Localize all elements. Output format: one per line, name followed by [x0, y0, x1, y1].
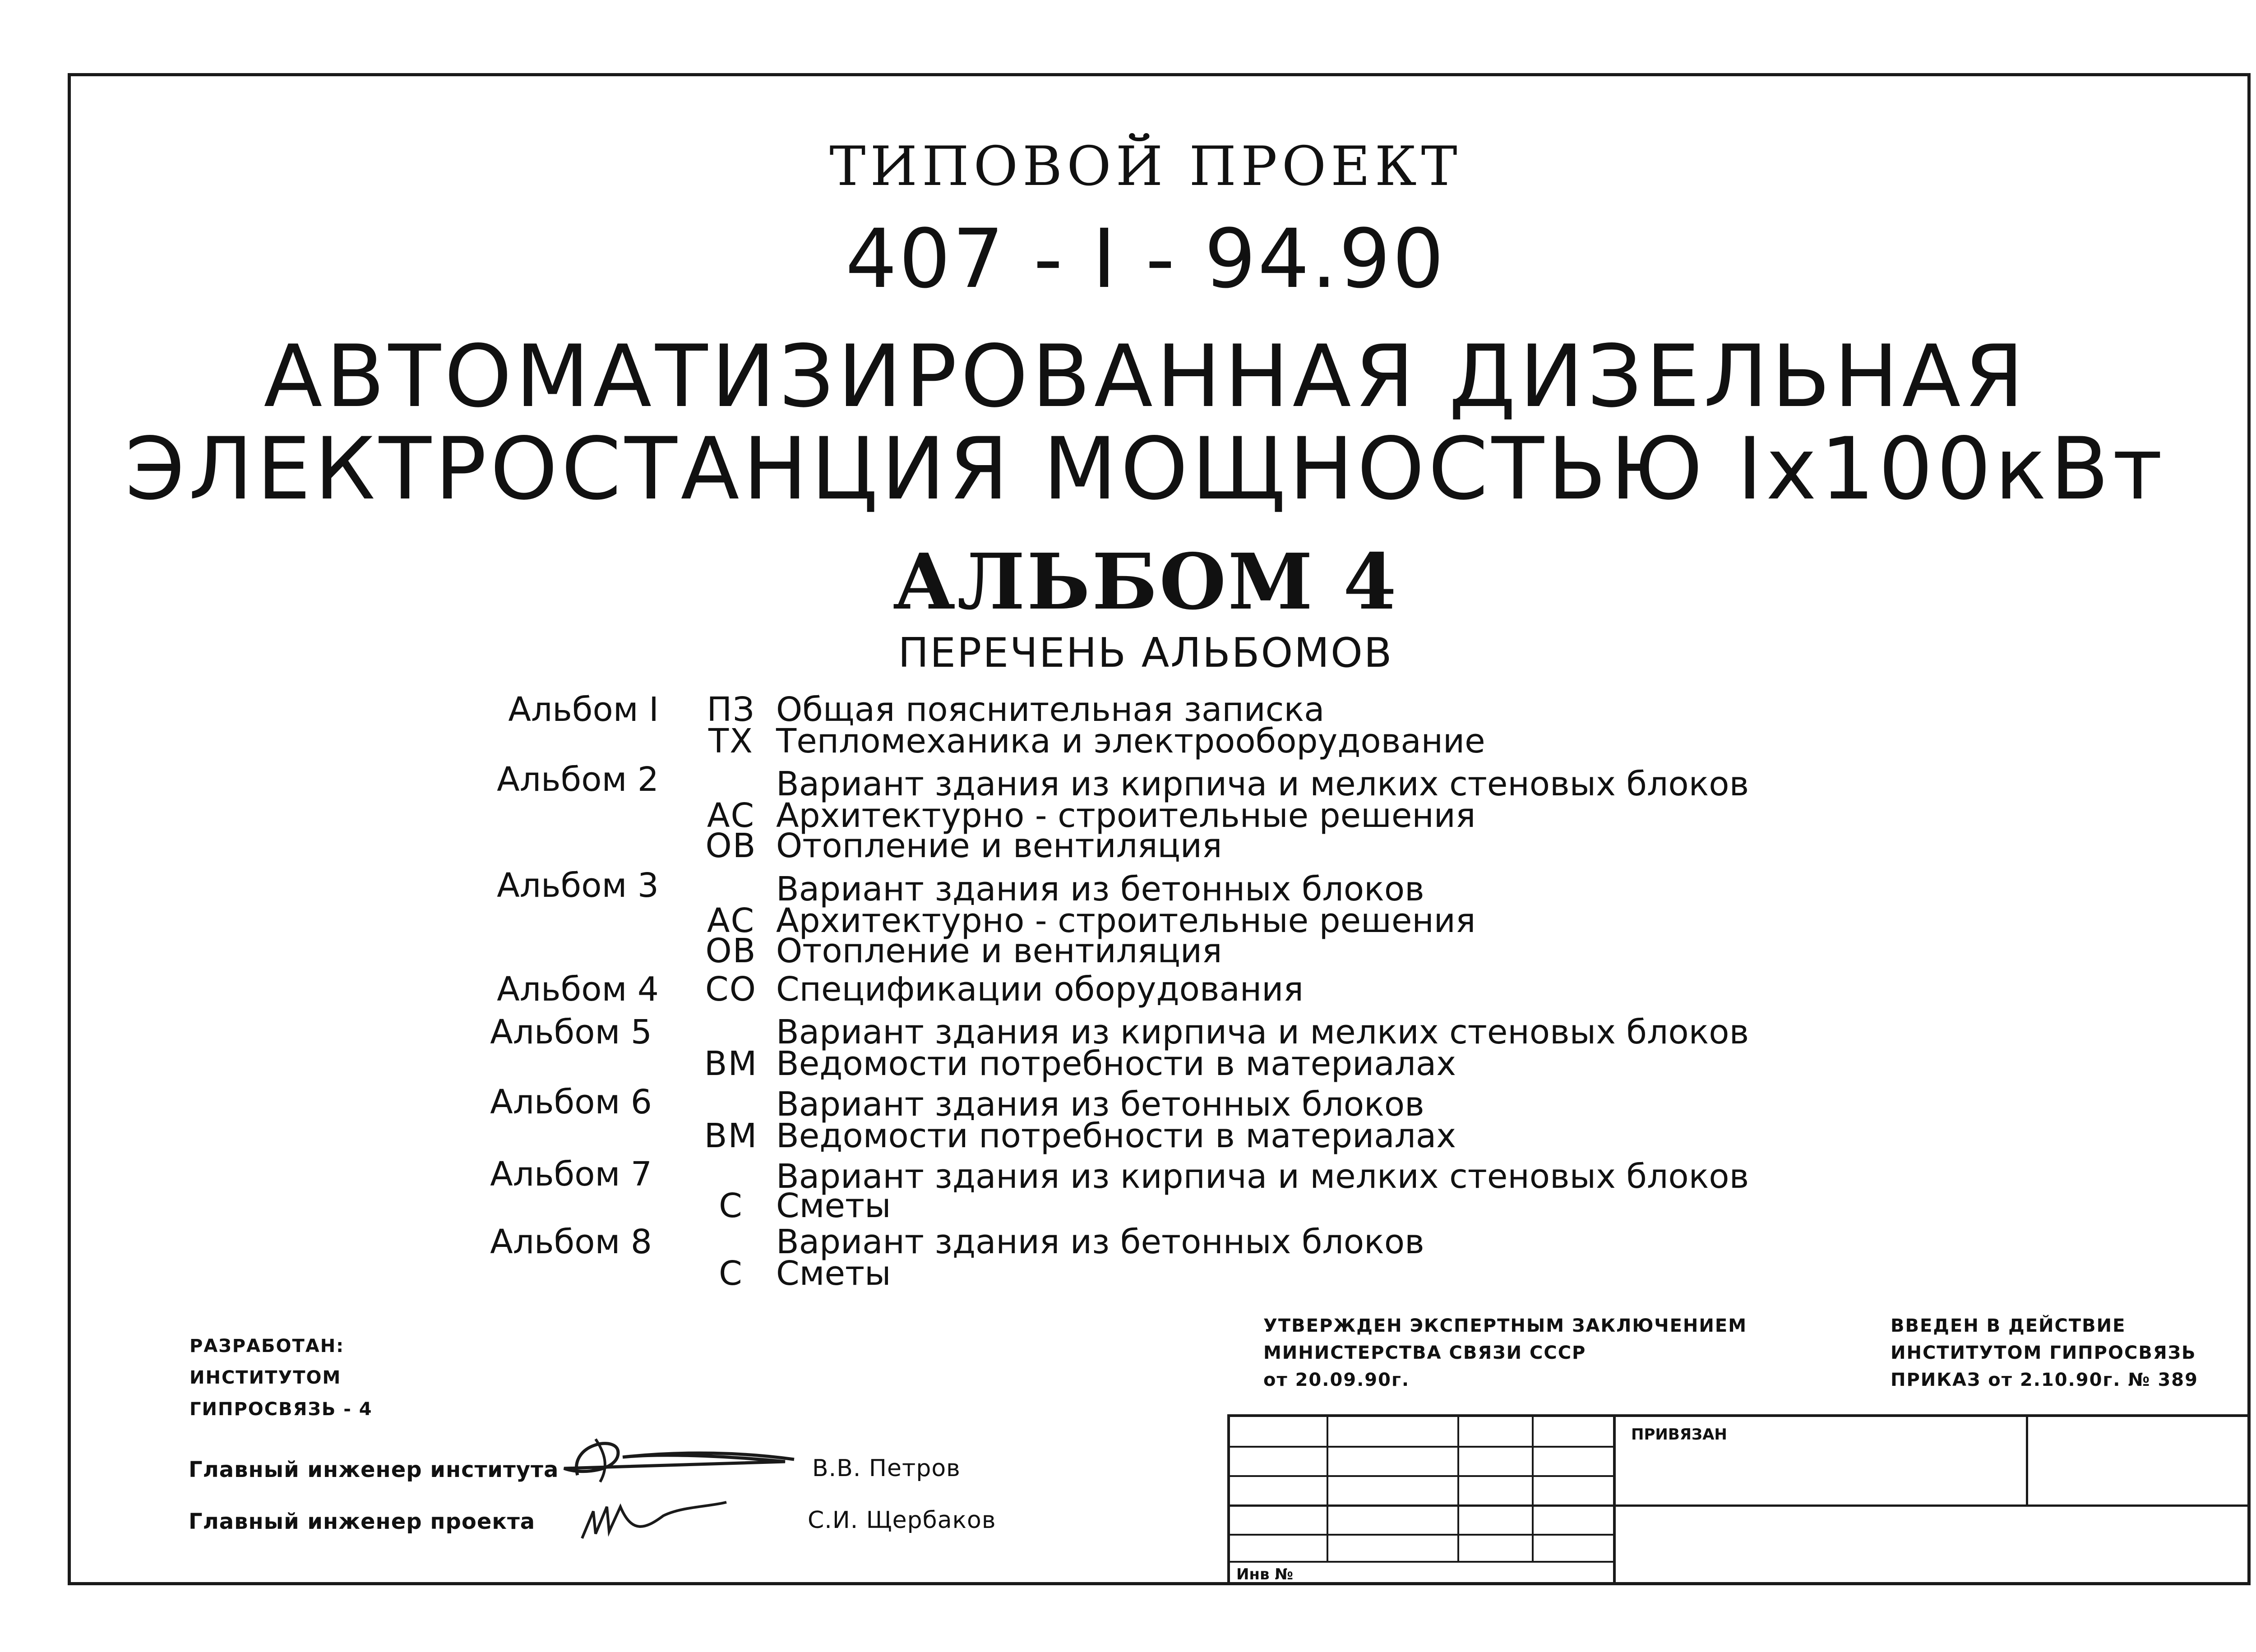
album-6-label: Альбом 6 [490, 1083, 652, 1121]
grid-line [1613, 1414, 1616, 1585]
developer-line-3: ГИПРОСВЯЗЬ - 4 [190, 1399, 373, 1420]
album-3-desc-1: Архитектурно - строительные решения [776, 901, 1476, 940]
grid-line [1227, 1534, 1615, 1536]
grid-line [1227, 1446, 1615, 1448]
album-1-label: Альбом I [508, 690, 659, 729]
chief-institute-label: Главный инженер института [189, 1457, 559, 1482]
album-7-desc-1: Сметы [776, 1186, 891, 1225]
chief-project-label: Главный инженер проекта [189, 1509, 536, 1534]
album-title: АЛЬБОМ 4 [892, 537, 1399, 627]
approval-line-3: от 20.09.90г. [1263, 1370, 1410, 1390]
album-2-desc-2: Отопление и вентиляция [776, 826, 1222, 865]
album-1-code-2: ТХ [708, 722, 754, 761]
approval-line-2: МИНИСТЕРСТВА СВЯЗИ СССР [1263, 1343, 1586, 1363]
album-8-desc-1: Сметы [776, 1254, 891, 1293]
album-5-variant: Вариант здания из кирпича и мелких стеновых блоков [776, 1013, 1749, 1052]
grid-line [1227, 1504, 2251, 1507]
album-1-desc-2: Тепломеханика и электрооборудование [776, 722, 1485, 761]
album-6-code-1: ВМ [704, 1117, 758, 1155]
album-list [0, 681, 2256, 1313]
introduced-line-3: ПРИКАЗ от 2.10.90г. № 389 [1891, 1370, 2198, 1390]
grid-line [1327, 1414, 1328, 1561]
stamp-inv-label: Инв № [1236, 1565, 1294, 1583]
album-1-desc-1: Общая пояснительная записка [776, 690, 1325, 729]
grid-line [1532, 1414, 1534, 1561]
album-6-variant: Вариант здания из бетонных блоков [776, 1085, 1424, 1124]
grid-line [1227, 1414, 2251, 1417]
album-8-code-1: С [719, 1254, 743, 1293]
stamp-grid [1227, 1414, 2251, 1585]
album-3-code-1: АС [707, 901, 755, 940]
album-2-label: Альбом 2 [497, 760, 659, 799]
grid-line [1457, 1414, 1459, 1561]
album-2-desc-1: Архитектурно - строительные решения [776, 796, 1476, 835]
developer-line-1: РАЗРАБОТАН: [190, 1336, 345, 1357]
album-4-code-1: СО [705, 970, 757, 1009]
chief-project-name: С.И. Щербаков [808, 1507, 996, 1534]
chief-institute-name: В.В. Петров [812, 1455, 961, 1482]
type-label: ТИПОВОЙ ПРОЕКТ [829, 135, 1462, 198]
grid-line [2026, 1414, 2028, 1504]
album-1-code-1: ПЗ [707, 690, 755, 729]
developer-line-2: ИНСТИТУТОМ [190, 1367, 342, 1388]
album-7-variant: Вариант здания из кирпича и мелких стеновых блоков [776, 1157, 1749, 1196]
album-5-code-1: ВМ [704, 1044, 758, 1083]
album-7-code-1: С [719, 1186, 743, 1225]
introduced-line-1: ВВЕДЕН В ДЕЙСТВИЕ [1891, 1315, 2126, 1336]
list-heading: ПЕРЕЧЕНЬ АЛЬБОМОВ [898, 629, 1393, 677]
album-5-desc-1: Ведомости потребности в материалах [776, 1044, 1456, 1083]
album-3-label: Альбом 3 [497, 866, 659, 905]
album-2-variant: Вариант здания из кирпича и мелких стеновых блоков [776, 765, 1749, 803]
album-6-desc-1: Ведомости потребности в материалах [776, 1117, 1456, 1155]
grid-line [1227, 1475, 1615, 1477]
album-3-code-2: ОВ [705, 932, 757, 970]
grid-line [1227, 1414, 1230, 1585]
album-4-desc-1: Спецификации оборудования [776, 970, 1304, 1009]
album-4-label: Альбом 4 [497, 970, 659, 1009]
album-5-label: Альбом 5 [490, 1013, 652, 1052]
introduced-line-2: ИНСТИТУТОМ ГИПРОСВЯЗЬ [1891, 1343, 2196, 1363]
stamp-bound-label: ПРИВЯЗАН [1631, 1426, 1727, 1444]
grid-line [1227, 1561, 1615, 1563]
album-2-code-2: ОВ [705, 826, 757, 865]
approval-line-1: УТВЕРЖДЕН ЭКСПЕРТНЫМ ЗАКЛЮЧЕНИЕМ [1263, 1315, 1747, 1336]
title-line-2: ЭЛЕКТРОСТАНЦИЯ МОЩНОСТЬЮ Iх100кВт [125, 419, 2166, 519]
album-7-label: Альбом 7 [490, 1155, 652, 1194]
title-line-1: АВТОМАТИЗИРОВАННАЯ ДИЗЕЛЬНАЯ [264, 327, 2028, 426]
album-8-label: Альбом 8 [490, 1223, 652, 1261]
project-code: 407 - I - 94.90 [845, 212, 1446, 306]
album-8-variant: Вариант здания из бетонных блоков [776, 1223, 1424, 1261]
album-3-variant: Вариант здания из бетонных блоков [776, 870, 1424, 909]
signature-shcherbakov [573, 1489, 735, 1552]
signature-petrov [550, 1426, 803, 1489]
album-2-code-1: АС [707, 796, 755, 835]
album-3-desc-2: Отопление и вентиляция [776, 932, 1222, 970]
